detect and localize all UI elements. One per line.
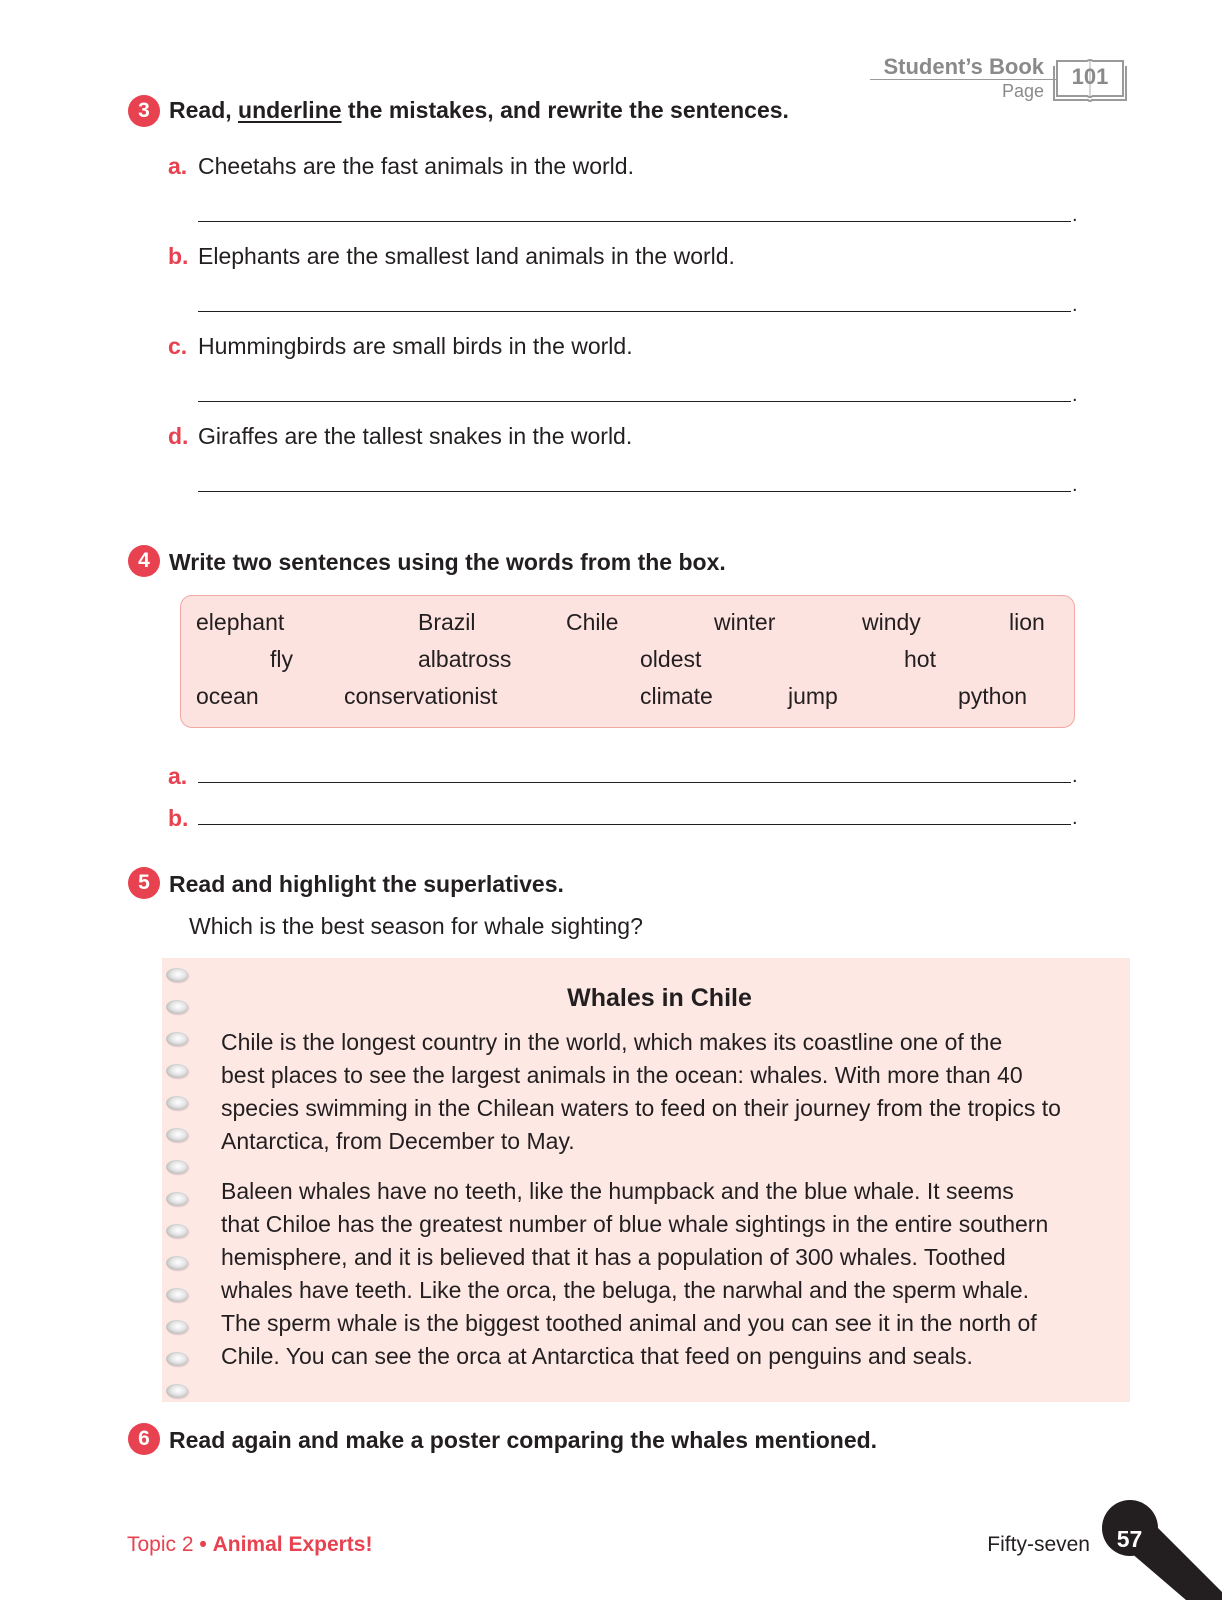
exercise-4-number: 4 [128,545,160,577]
word-item: windy [862,609,921,635]
reading-paragraph-1 [221,1026,1101,1158]
word-item: elephant [196,609,285,635]
item-c-letter: c. [168,333,188,359]
item-c-sentence: Hummingbirds are small birds in the world. [198,333,633,359]
exercise-6-instruction: Read again and make a poster comparing the whales mentioned. [169,1427,878,1453]
exercise-5-number: 5 [128,867,160,899]
spiral-ring [166,1032,188,1046]
topic-label: Topic 2 [127,1533,194,1556]
line-end-dot: . [1072,807,1078,829]
spiral-ring [166,1224,188,1238]
spiral-ring [166,968,188,982]
answer-line-d[interactable] [198,491,1071,492]
exercise-4-instruction: Write two sentences using the words from the box. [169,549,726,575]
spiral-ring [166,1384,188,1398]
line-end-dot: . [1072,204,1078,226]
answer-a-letter: a. [168,763,188,789]
reading-title: Whales in Chile [567,984,752,1012]
word-item: Chile [566,609,619,635]
line-end-dot: . [1072,765,1078,787]
word-item: fly [270,646,293,672]
reference-divider [870,79,1058,80]
spiral-ring [166,1192,188,1206]
book-icon [1052,58,1128,107]
paragraph-line: Antarctica, from December to May. [221,1128,575,1154]
reading-paragraph-2 [221,1175,1101,1373]
page-number: 57 [1116,1526,1143,1552]
students-book-label: Student’s Book [883,54,1044,79]
underline-word: underline [238,97,342,123]
word-box [180,595,1075,728]
word-item: winter [714,609,776,635]
item-d-letter: d. [168,423,189,449]
spiral-ring [166,1096,188,1110]
answer-line-b[interactable] [198,311,1071,312]
guiding-question: Which is the best season for whale sighting? [189,913,643,939]
page-label: Page [1001,81,1044,101]
page-number-words: Fifty-seven [987,1533,1090,1556]
paragraph-line: best places to see the largest animals in the ocean: whales. With more than 40 [221,1062,1023,1088]
exercise-5-instruction: Read and highlight the superlatives. [169,871,564,897]
spiral-ring [166,1352,188,1366]
line-end-dot: . [1072,294,1078,316]
word-item: albatross [418,646,512,672]
answer-line-c[interactable] [198,401,1071,402]
book-page-number: 101 [1071,64,1109,89]
line-end-dot: . [1072,384,1078,406]
item-a-sentence: Cheetahs are the fast animals in the world. [198,153,634,179]
line-end-dot: . [1072,474,1078,496]
word-item: Brazil [418,609,476,635]
answer-line-a[interactable] [198,221,1071,222]
sentence-line-b[interactable] [198,824,1071,825]
item-b-letter: b. [168,243,189,269]
spiral-ring [166,1320,188,1334]
footer-topic [127,1533,372,1557]
sentence-line-a[interactable] [198,782,1071,783]
spiral-ring [166,1256,188,1270]
paragraph-line: Baleen whales have no teeth, like the humpback and the blue whale. It seems [221,1178,1014,1204]
item-d-sentence: Giraffes are the tallest snakes in the world. [198,423,633,449]
word-item: oldest [640,646,702,672]
answer-b-letter: b. [168,805,189,831]
spiral-ring [166,1064,188,1078]
item-a-letter: a. [168,153,188,179]
instruction-text: Read, [169,97,239,123]
word-item: lion [1009,609,1045,635]
paragraph-line: species swimming in the Chilean waters to feed on their journey from the tropics to [221,1095,1061,1121]
word-item: conservationist [344,683,498,709]
word-item: python [958,683,1028,709]
word-item: climate [640,683,713,709]
instruction-text: the mistakes, and rewrite the sentences. [341,97,789,123]
paragraph-line: Chile is the longest country in the world, which makes its coastline one of the [221,1029,1003,1055]
exercise-6-number: 6 [128,1423,160,1455]
paragraph-line: whales have teeth. Like the orca, the beluga, the narwhal and the sperm whale. [221,1277,1030,1303]
spiral-ring [166,1288,188,1302]
word-item: jump [788,683,838,709]
paragraph-line: hemisphere, and it is believed that it has a population of 300 whales. Toothed [221,1244,1006,1270]
paragraph-line: Chile. You can see the orca at Antarctica that feed on penguins and seals. [221,1343,973,1369]
spiral-ring [166,1160,188,1174]
spiral-ring [166,1128,188,1142]
word-item: hot [904,646,936,672]
exercise-3-instruction [169,97,789,124]
exercise-3-number: 3 [128,95,160,127]
paragraph-line: that Chiloe has the greatest number of blue whale sightings in the entire southern [221,1211,1049,1237]
unit-title: Animal Experts! [212,1533,373,1556]
paragraph-line: The sperm whale is the biggest toothed animal and you can see it in the north of [221,1310,1037,1336]
word-item: ocean [196,683,259,709]
item-b-sentence: Elephants are the smallest land animals in the world. [198,243,735,269]
bullet: • [199,1533,207,1556]
